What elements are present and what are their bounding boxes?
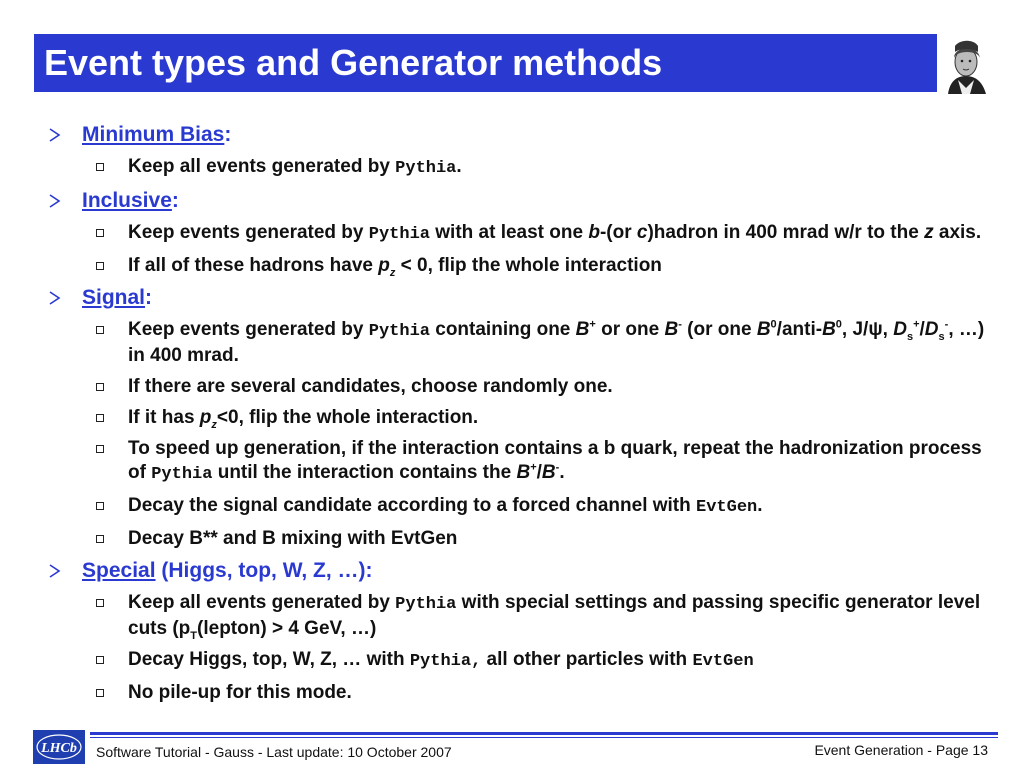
list-item: If it has $p_z<0$, flip the whole interaction. xyxy=(48,406,993,430)
title-bar xyxy=(34,34,937,92)
section-special: Special (Higgs, top, W, Z, …): xyxy=(48,559,993,584)
lhcb-logo xyxy=(33,730,85,764)
slide-title: Event types and Generator methods xyxy=(44,42,663,83)
checkbox-bullet-icon xyxy=(96,262,104,270)
section-minimum-bias: Minimum Bias: xyxy=(48,123,993,148)
list-item: Decay the signal candidate according to a forced channel with EvtGen. xyxy=(48,494,993,520)
heading-special[interactable]: Special xyxy=(82,559,156,582)
list-item: If there are several candidates, choose randomly one. xyxy=(48,375,993,399)
list-item: To speed up generation, if the interaction contains a b quark, repeat the hadronization process of Pythia until the interaction contains the B+/B-. xyxy=(48,437,993,487)
checkbox-bullet-icon xyxy=(96,445,104,453)
checkbox-bullet-icon xyxy=(96,535,104,543)
heading-minimum-bias[interactable]: Minimum Bias xyxy=(82,123,225,146)
checkbox-bullet-icon xyxy=(96,656,104,664)
section-signal: Signal: xyxy=(48,286,993,311)
checkbox-bullet-icon xyxy=(96,689,104,697)
checkbox-bullet-icon xyxy=(96,599,104,607)
list-item: Decay Higgs, top, W, Z, … with Pythia, all other particles with EvtGen xyxy=(48,648,993,674)
chevron-right-icon xyxy=(48,563,62,579)
footer-left-text: Software Tutorial - Gauss - Last update: 10 October 2007 xyxy=(96,744,452,760)
checkbox-bullet-icon xyxy=(96,414,104,422)
checkbox-bullet-icon xyxy=(96,326,104,334)
list-item: If all of these hadrons have $p_z < 0$, flip the whole interaction xyxy=(48,254,993,278)
svg-text:LHCb: LHCb xyxy=(41,741,77,756)
section-inclusive: Inclusive: xyxy=(48,189,993,214)
portrait-image xyxy=(940,36,992,94)
footer-divider xyxy=(90,732,998,735)
list-item: Keep events generated by Pythia containing one B+ or one B- (or one $B^0/anti-B^0$, J/ψ, $D_s^+/D_s^-$, …) in 400 mrad. xyxy=(48,318,993,368)
checkbox-bullet-icon xyxy=(96,163,104,171)
list-item: No pile-up for this mode. xyxy=(48,681,993,705)
list-item: Keep all events generated by Pythia with special settings and passing specific generator level cuts ($p_T(lepton) > 4$ GeV, …) xyxy=(48,591,993,641)
chevron-right-icon xyxy=(48,290,62,306)
list-item: Keep all events generated by Pythia. xyxy=(48,155,993,181)
list-item: Keep events generated by Pythia with at least one b-(or c)hadron in 400 mrad w/r to the z axis. xyxy=(48,221,993,247)
checkbox-bullet-icon xyxy=(96,229,104,237)
chevron-right-icon xyxy=(48,193,62,209)
checkbox-bullet-icon xyxy=(96,383,104,391)
checkbox-bullet-icon xyxy=(96,502,104,510)
footer-page-number: Event Generation - Page 13 xyxy=(814,742,988,758)
heading-inclusive[interactable]: Inclusive xyxy=(82,189,172,212)
list-item: Decay B** and B mixing with EvtGen xyxy=(48,527,993,551)
slide-body xyxy=(48,120,993,705)
heading-signal[interactable]: Signal xyxy=(82,286,146,309)
chevron-right-icon xyxy=(48,127,62,143)
footer-divider-thin xyxy=(90,737,998,738)
